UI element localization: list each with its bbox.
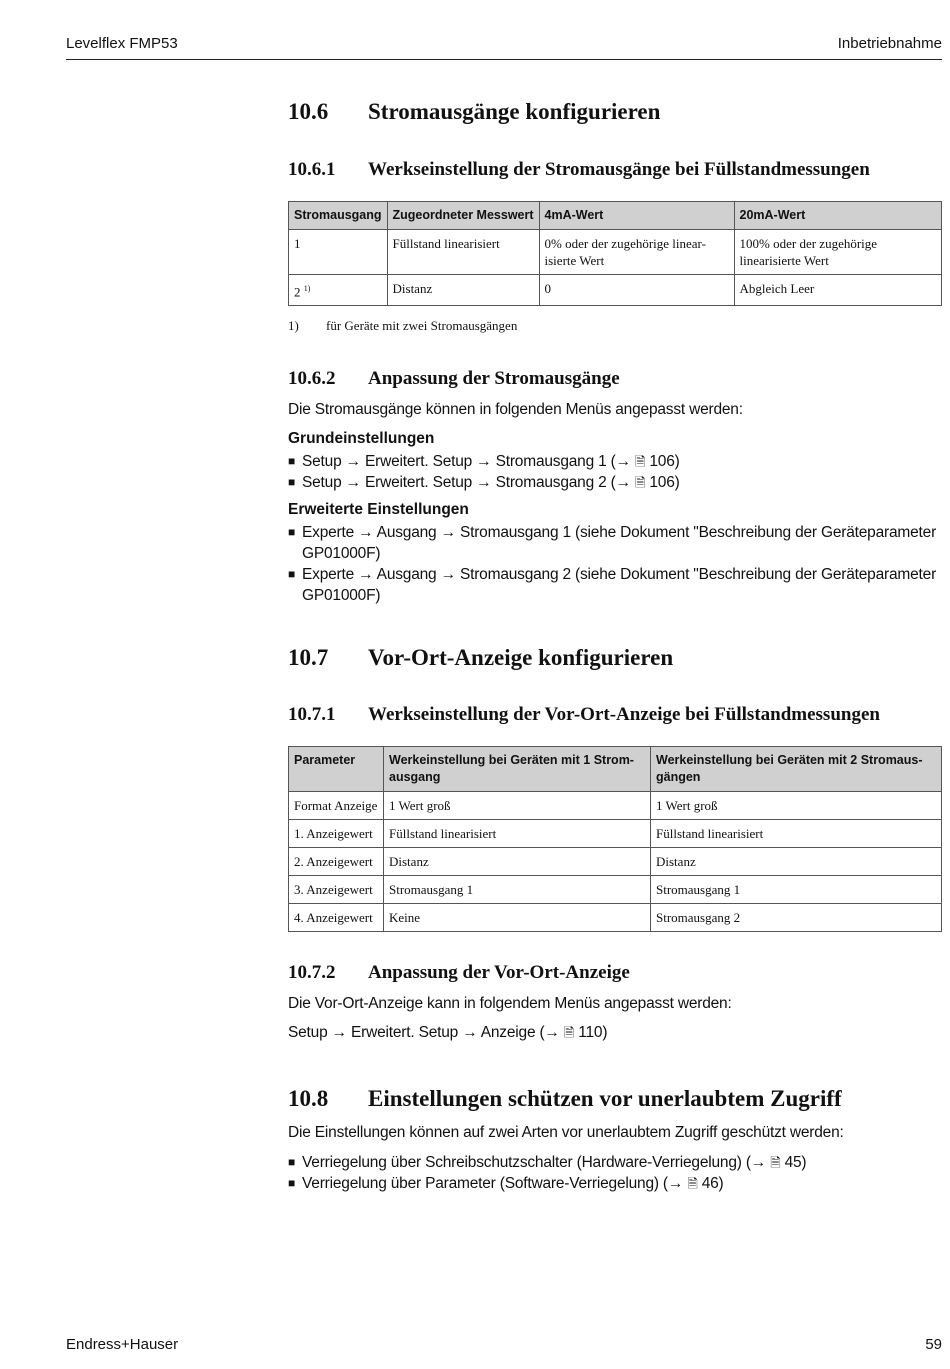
table-cell: 4. Anzeigewert <box>289 904 384 932</box>
page-ref-icon: 🗎 <box>563 1025 575 1040</box>
list-item: ■ Verriegelung über Schreibschutzschalter (Hardware-Verriegelung) (→ 🗎 45) <box>288 1154 807 1171</box>
table-row <box>289 848 942 876</box>
page-ref-icon: 🗎 <box>687 1176 698 1191</box>
table-cell: 3. Anzeigewert <box>289 876 384 904</box>
table-row <box>289 904 942 932</box>
table-header-cell: 4mA-Wert <box>539 202 734 230</box>
square-bullet-icon: ■ <box>288 1155 296 1169</box>
square-bullet-icon: ■ <box>288 475 296 489</box>
menu-path: Setup → Erweitert. Setup → Anzeige (→ 🗎 110) <box>288 1024 608 1041</box>
table-cell: 1. Anzeigewert <box>289 820 384 848</box>
paragraph: Die Stromausgänge können in folgenden Menüs angepasst werden: <box>288 401 743 418</box>
section-10-6-heading: 10.6 Stromausgänge konfigurieren <box>288 99 661 124</box>
table-cell: Abgleich Leer <box>734 275 941 306</box>
list-item: ■ Setup → Erweitert. Setup → Stromausgang 1 (→ 🗎 106) <box>288 453 680 470</box>
section-10-6-1-heading: 10.6.1 Werkseinstellung der Stromausgänge bei Füllstandmessungen <box>288 159 870 180</box>
header-chapter: Inbetriebnahme <box>837 35 942 52</box>
table-cell: Format Anzeige <box>289 792 384 820</box>
table-row <box>289 820 942 848</box>
page-ref-icon: 🗎 <box>635 475 646 490</box>
paragraph: Die Vor-Ort-Anzeige kann in folgendem Menüs angepasst werden: <box>288 995 732 1012</box>
page-number: 59 <box>925 1336 942 1353</box>
list-item: ■ Experte → Ausgang → Stromausgang 2 (siehe Dokument "Beschreibung der Geräteparameter GP01000F) <box>288 566 937 604</box>
footer-company: Endress+Hauser <box>66 1336 179 1353</box>
list-item: ■ Verriegelung über Parameter (Software-Verriegelung) (→ 🗎 46) <box>288 1175 724 1192</box>
table-footnote: 1) für Geräte mit zwei Stromausgängen <box>288 318 518 333</box>
current-output-table <box>288 201 942 306</box>
table-header-cell: Parameter <box>289 747 384 792</box>
table-row <box>289 275 942 306</box>
table-cell: Füllstand linearisiert <box>384 820 651 848</box>
table-cell: 1 <box>289 230 388 275</box>
table-cell: Stromausgang 1 <box>651 876 942 904</box>
table-cell: 1 Wert groß <box>384 792 651 820</box>
table-cell: Füllstand linearisiert <box>387 230 539 275</box>
table-cell: 1 Wert groß <box>651 792 942 820</box>
table-cell: Füllstand linearisiert <box>651 820 942 848</box>
table-cell: Distanz <box>387 275 539 306</box>
table-cell: Distanz <box>384 848 651 876</box>
page-footer <box>66 1336 942 1353</box>
section-10-7-2-heading: 10.7.2 Anpassung der Vor-Ort-Anzeige <box>288 962 630 983</box>
table-cell: 2 $^{1)}$ <box>289 275 388 306</box>
table-cell: 2. Anzeigewert <box>289 848 384 876</box>
table-header-cell: Stromausgang <box>289 202 388 230</box>
table-header-row <box>289 747 942 792</box>
table-header-cell: Werkeinstellung bei Geräten mit 1 Strom-ausgang <box>384 747 651 792</box>
footnote-ref: 1) <box>303 284 311 293</box>
table-cell: Keine <box>384 904 651 932</box>
list-item: ■ Experte → Ausgang → Stromausgang 1 (siehe Dokument "Beschreibung der Geräteparameter GP01000F) <box>288 524 937 562</box>
table-row <box>289 230 942 275</box>
square-bullet-icon: ■ <box>288 1176 296 1190</box>
list-item: ■ Setup → Erweitert. Setup → Stromausgang 2 (→ 🗎 106) <box>288 474 680 491</box>
section-10-6-2-heading: 10.6.2 Anpassung der Stromausgänge <box>288 368 620 389</box>
table-header-cell: Werkeinstellung bei Geräten mit 2 Stromaus-gängen <box>651 747 942 792</box>
subheading-erweiterte-einstellungen: Erweiterte Einstellungen <box>288 501 469 518</box>
table-header-row <box>289 202 942 230</box>
table-row <box>289 792 942 820</box>
table-cell: 100% oder der zugehörige linearisierte Wert <box>734 230 941 275</box>
subheading-grundeinstellungen: Grundeinstellungen <box>288 430 435 447</box>
section-10-7-1-heading: 10.7.1 Werkseinstellung der Vor-Ort-Anzeige bei Füllstandmessungen <box>288 704 880 725</box>
table-cell: 0 <box>539 275 734 306</box>
table-header-cell: Zugeordneter Messwert <box>387 202 539 230</box>
page-ref-icon: 🗎 <box>770 1155 781 1170</box>
table-cell: 0% oder der zugehörige linear-isierte Wert <box>539 230 734 275</box>
table-cell: Stromausgang 2 <box>651 904 942 932</box>
section-10-8-heading: 10.8 Einstellungen schützen vor unerlaubtem Zugriff <box>288 1086 842 1111</box>
square-bullet-icon: ■ <box>288 454 296 468</box>
square-bullet-icon: ■ <box>288 525 296 539</box>
table-cell: Distanz <box>651 848 942 876</box>
header-product: Levelflex FMP53 <box>66 35 178 52</box>
page-header <box>66 33 942 60</box>
paragraph: Die Einstellungen können auf zwei Arten vor unerlaubtem Zugriff geschützt werden: <box>288 1124 844 1141</box>
table-header-cell: 20mA-Wert <box>734 202 941 230</box>
display-settings-table <box>288 746 942 932</box>
section-10-7-heading: 10.7 Vor-Ort-Anzeige konfigurieren <box>288 645 674 670</box>
table-cell: Stromausgang 1 <box>384 876 651 904</box>
page-ref-icon: 🗎 <box>635 454 646 469</box>
square-bullet-icon: ■ <box>288 567 296 581</box>
table-row <box>289 876 942 904</box>
